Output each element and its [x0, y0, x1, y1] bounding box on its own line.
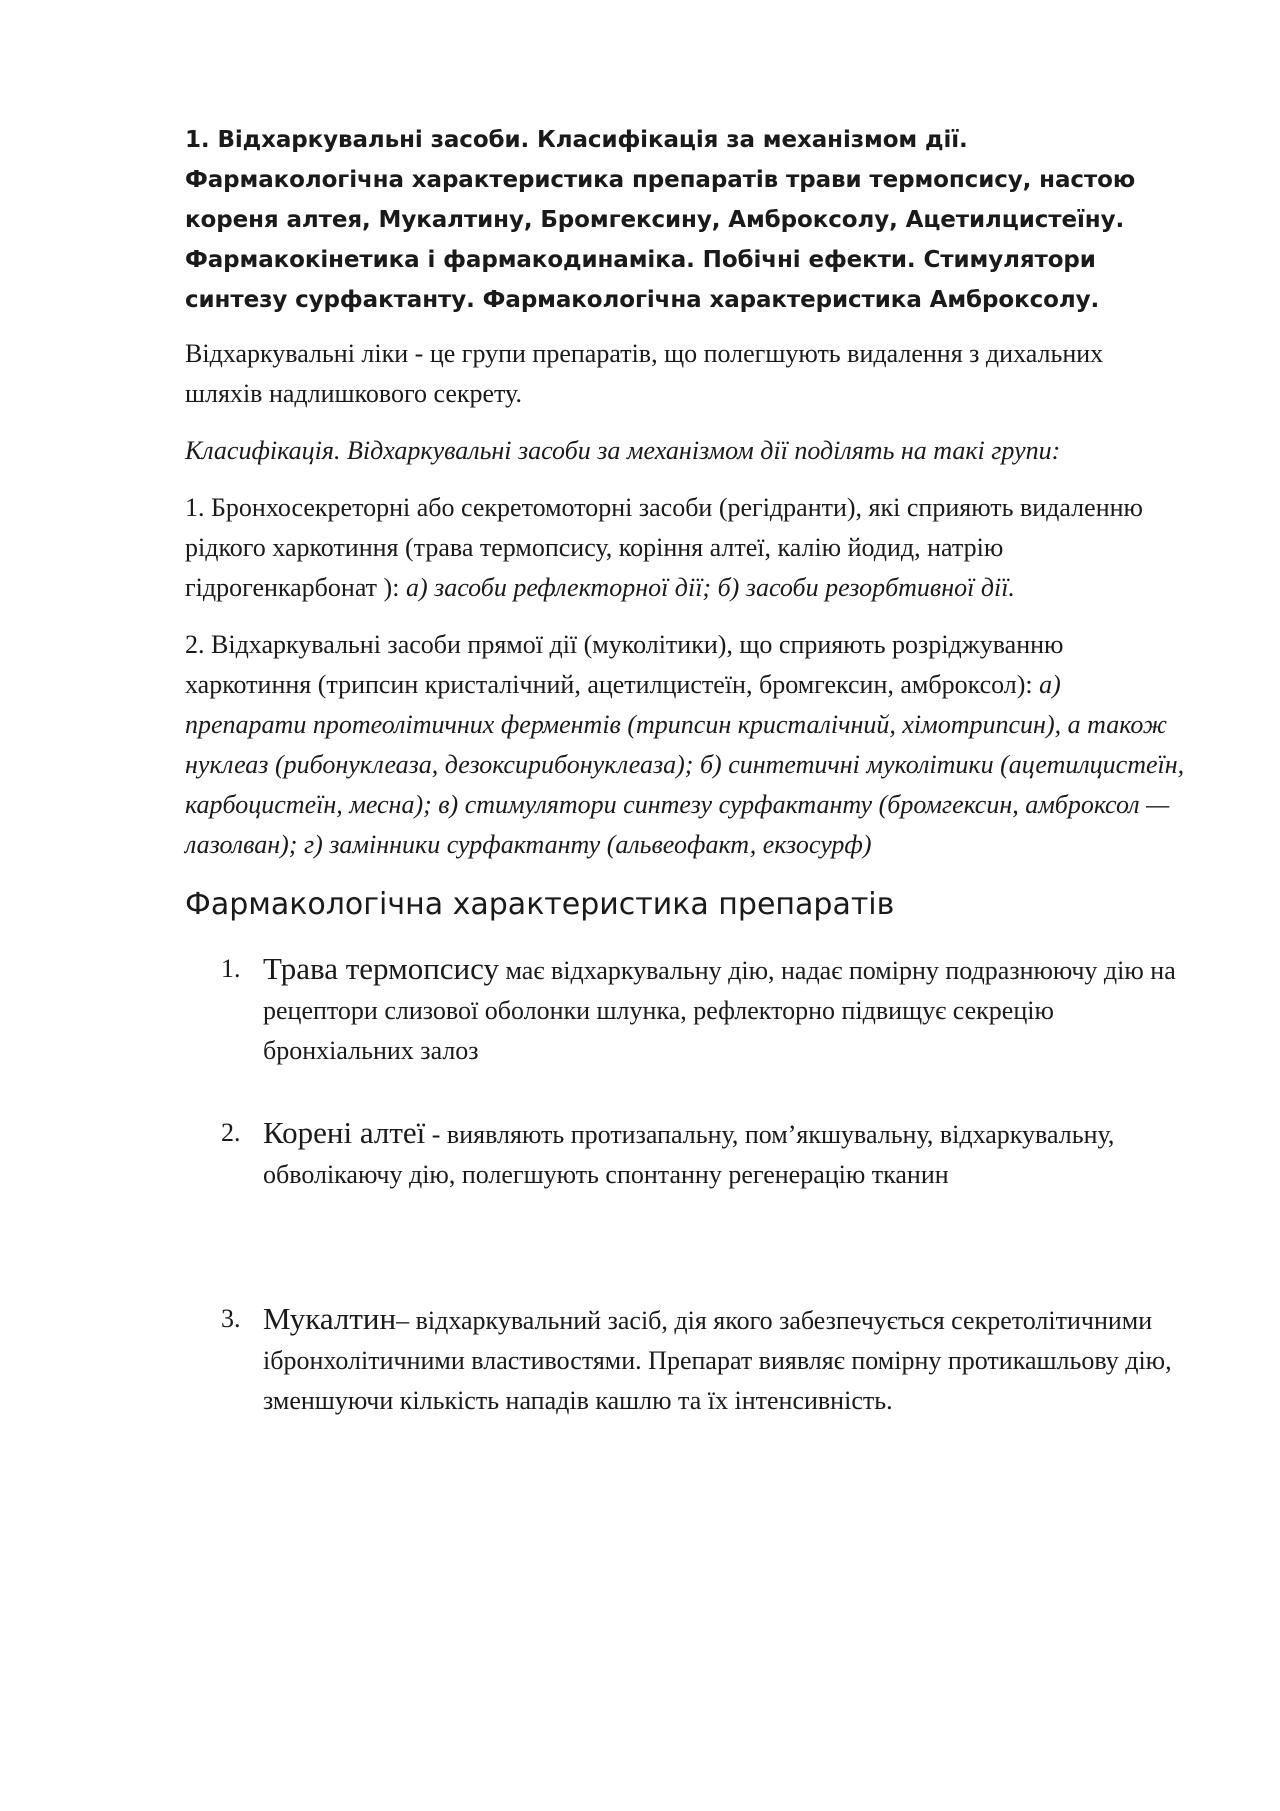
drug-description: має відхаркувальну дію, надає помірну подразнюючу дію на рецептори слизової оболонки шлунка, рефлекторно підвищує секрецію бронхіальних залоз — [263, 956, 1176, 1065]
drug-name: Трава термопсису — [263, 951, 499, 986]
classification-intro: Класифікація. Відхаркувальні засоби за механізмом дії поділять на такі групи: — [185, 436, 1061, 465]
group-1-subtypes: а) засоби рефлекторної дії; б) засоби резорбтивної дії. — [405, 573, 1015, 602]
question-heading: 1. Відхаркувальні засоби. Класифікація за механізмом дії. Фармакологічна характеристика препаратів трави термопсису, настою кореня алтея, Мукалтину, Бромгексину, Амброксолу, Ацетилцистеїну. Фармакокінетика і фармакодинаміка. Побічні ефекти. Стимулятори синтезу сурфактанту. Фармакологічна характеристика Амброксолу. — [185, 127, 1136, 313]
group-1-paragraph — [185, 488, 1185, 608]
group-1-text: 1. Бронхосекреторні або секретомоторні засоби (регідранти), які сприяють видаленню рідкого харкотиння (трава термопсису, коріння алтеї, калію йодид, натрію гідрогенкарбонат ): — [185, 493, 1143, 602]
group-2-subtypes: а) препарати протеолітичних ферментів (трипсин кристалічний, хімотрипсин), а також нуклеаз (рибонуклеаза, дезоксирибонуклеаза); б) синтетичні муколітики (ацетилцистеїн, карбоцистеїн, месна); в) стимулятори синтезу сурфактанту (бромгексин, амброксол — лазолван); г) замінники сурфактанту (альвеофакт, екзосурф) — [185, 670, 1185, 859]
list-number: 2. — [221, 1118, 241, 1147]
list-number: 1. — [221, 954, 241, 983]
group-2-paragraph — [185, 625, 1185, 865]
drug-name: Мукалтин — [263, 1301, 397, 1336]
definition-paragraph: Відхаркувальні ліки - це групи препаратів, що полегшують видалення з дихальних шляхів надлишкового секрету. — [185, 339, 1104, 408]
drug-name: Корені алтеї — [263, 1115, 426, 1150]
list-item — [185, 1113, 1185, 1195]
group-2-text: 2. Відхаркувальні засоби прямої дії (муколітики), що сприяють розріджуванню харкотиння (трипсин кристалічний, ацетилцистеїн, бромгексин, амброксол): — [185, 630, 1064, 699]
document-page — [185, 120, 1185, 1421]
drug-list — [185, 949, 1185, 1421]
drug-description: – відхаркувальний засіб, дія якого забезпечується секретолітичними ібронхолітичними властивостями. Препарат виявляє помірну протикашльову дію, зменшуючи кількість нападів кашлю та їх інтенсивність. — [263, 1306, 1172, 1415]
list-number: 3. — [221, 1304, 241, 1333]
list-item — [185, 1299, 1185, 1421]
list-item — [185, 949, 1185, 1071]
drug-description: - виявляють протизапальну, пом’якшувальну, відхаркувальну, обволікаючу дію, полегшують спонтанну регенерацію тканин — [263, 1120, 1115, 1189]
section-title: Фармакологічна характеристика препаратів — [185, 887, 895, 922]
